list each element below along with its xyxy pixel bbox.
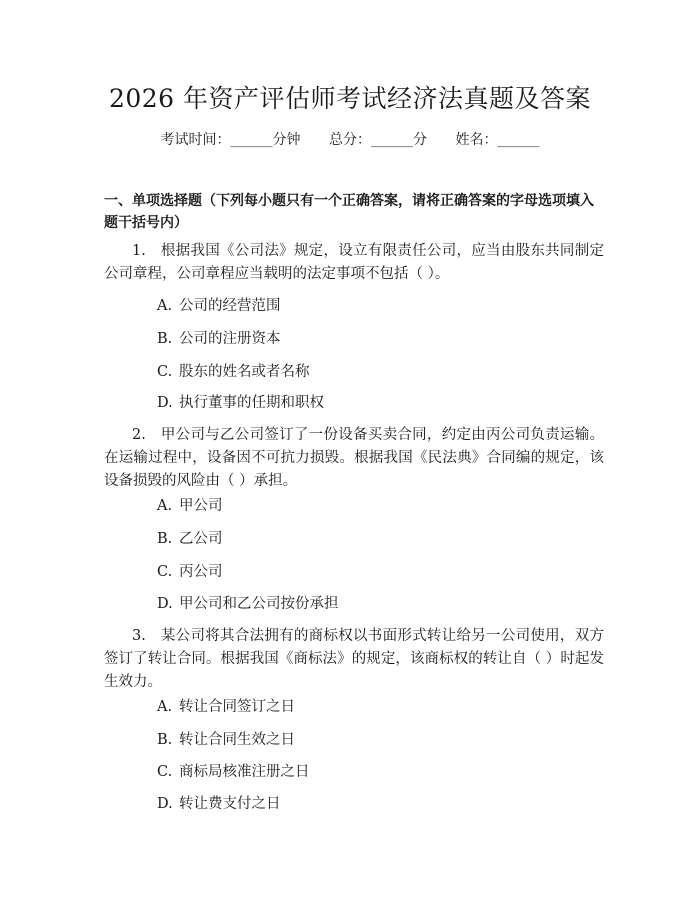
question-3-text: 3. 某公司将其合法拥有的商标权以书面形式转让给另一公司使用，双方签订了转让合同。根据我国《商标法》的规定，该商标权的转让自（ ）时起发生效力。 xyxy=(104,628,604,690)
option-letter: C. xyxy=(157,364,173,380)
option-text: 商标局核准注册之日 xyxy=(179,764,310,780)
option-letter: A. xyxy=(157,298,173,314)
option-text: 股东的姓名或者名称 xyxy=(179,364,310,380)
question-3-option-d xyxy=(157,794,577,814)
name-field: 姓名：______ xyxy=(455,132,540,148)
exam-title: 2026 年资产评估师考试经济法真题及答案 xyxy=(108,84,592,113)
option-letter: D. xyxy=(157,596,173,612)
option-text: 转让费支付之日 xyxy=(179,796,281,812)
question-3-option-a xyxy=(157,697,577,717)
option-text: 乙公司 xyxy=(179,531,223,547)
question-1-text: 1. 根据我国《公司法》规定，设立有限责任公司，应当由股东共同制定公司章程，公司章程应当载明的法定事项不包括（ ）。 xyxy=(104,243,604,282)
question-2-option-d xyxy=(157,594,577,614)
option-letter: B. xyxy=(157,531,173,547)
option-text: 执行董事的任期和职权 xyxy=(179,395,324,411)
question-3-option-c xyxy=(157,762,577,782)
option-letter: A. xyxy=(157,699,173,715)
question-1-option-c xyxy=(157,362,577,382)
option-letter: C. xyxy=(157,764,173,780)
option-text: 公司的注册资本 xyxy=(179,331,281,347)
option-letter: C. xyxy=(157,564,173,580)
total-score-field: 总分：______分 xyxy=(329,132,427,148)
question-2-option-c xyxy=(157,562,577,582)
option-letter: D. xyxy=(157,395,173,411)
question-1-option-a xyxy=(157,296,577,316)
option-text: 丙公司 xyxy=(179,564,223,580)
option-letter: B. xyxy=(157,732,173,748)
option-letter: A. xyxy=(157,498,173,514)
question-2-text: 2. 甲公司与乙公司签订了一份设备买卖合同，约定由丙公司负责运输。在运输过程中，设备因不可抗力损毁。根据我国《民法典》合同编的规定，该设备损毁的风险由（ ）承担。 xyxy=(104,427,604,489)
option-text: 甲公司 xyxy=(179,498,223,514)
question-2-option-b xyxy=(157,529,577,549)
section-heading-single-choice: 一、单项选择题（下列每小题只有一个正确答案，请将正确答案的字母选项填入题干括号内） xyxy=(104,193,594,231)
option-text: 转让合同生效之日 xyxy=(179,732,295,748)
option-text: 甲公司和乙公司按份承担 xyxy=(179,596,339,612)
exam-time-field: 考试时间：______分钟 xyxy=(160,132,301,148)
option-text: 公司的经营范围 xyxy=(179,298,281,314)
question-1-option-d xyxy=(157,393,577,413)
option-letter: B. xyxy=(157,331,173,347)
question-2-option-a xyxy=(157,496,577,516)
option-text: 转让合同签订之日 xyxy=(179,699,295,715)
exam-info-row xyxy=(0,130,700,150)
question-3-option-b xyxy=(157,730,577,750)
option-letter: D. xyxy=(157,796,173,812)
question-1-option-b xyxy=(157,329,577,349)
